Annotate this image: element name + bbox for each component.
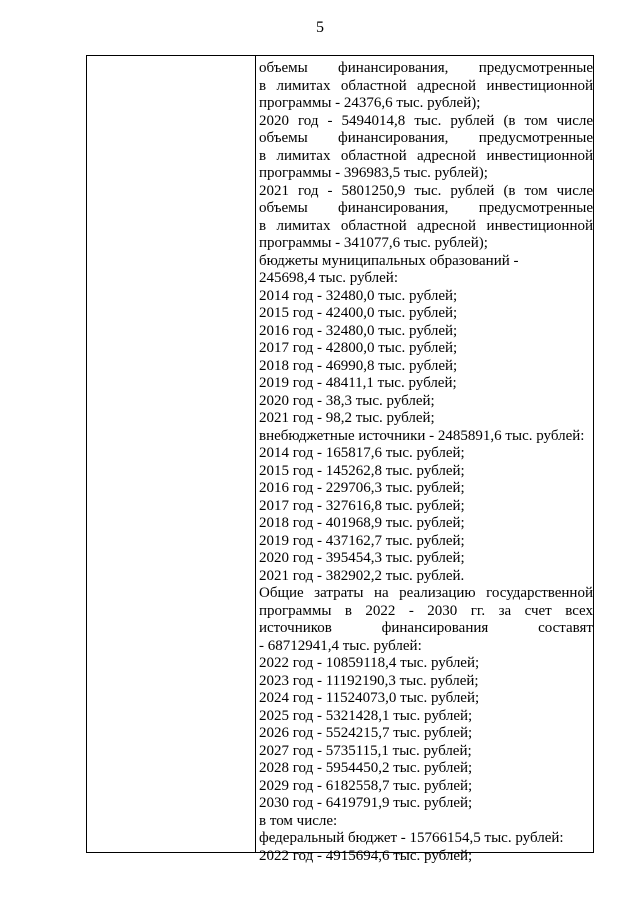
text-line: 2016 год - 32480,0 тыс. рублей;: [259, 322, 458, 339]
text-line: 2022 год - 4915694,6 тыс. рублей;: [259, 847, 473, 864]
text-line: 2018 год - 401968,9 тыс. рублей;: [259, 515, 465, 531]
text-line: 2017 год - 42800,0 тыс. рублей;: [259, 340, 458, 356]
text-line: 2027 год - 5735115,1 тыс. рублей;: [259, 742, 472, 759]
text-line: 2029 год - 6182558,7 тыс. рублей;: [259, 777, 473, 794]
text-line: 245698,4 тыс. рублей:: [259, 270, 398, 286]
text-line: 2021 год - 98,2 тыс. рублей;: [259, 410, 435, 426]
text-line: 2023 год - 11192190,3 тыс. рублей;: [259, 672, 479, 689]
text-line: 2017 год - 327616,8 тыс. рублей;: [259, 497, 465, 514]
text-line: 2025 год - 5321428,1 тыс. рублей;: [259, 707, 473, 724]
text-line: 2021 год - 382902,2 тыс. рублей.: [259, 567, 465, 584]
text-line: в лимитах областной адресной инвестиционной: [259, 147, 593, 164]
text-line: бюджеты муниципальных образований -: [259, 252, 519, 269]
text-line: 2024 год - 11524073,0 тыс. рублей;: [259, 690, 480, 706]
text-line: 2015 год - 42400,0 тыс. рублей;: [259, 305, 458, 321]
text-line: 2018 год - 46990,8 тыс. рублей;: [259, 357, 458, 374]
text-line: программы - 396983,5 тыс. рублей);: [259, 165, 488, 181]
text-line: 2026 год - 5524215,7 тыс. рублей;: [259, 725, 473, 741]
text-line: 2030 год - 6419791,9 тыс. рублей;: [259, 795, 473, 811]
text-line: программы в 2022 - 2030 гг. за счет всех: [259, 602, 593, 619]
text-line: в лимитах областной адресной инвестиционной: [259, 77, 593, 94]
text-line: Общие затраты на реализацию государственной: [259, 585, 593, 601]
table-right-cell: [259, 60, 593, 865]
text-line: объемы финансирования, предусмотренные: [259, 130, 593, 146]
text-line: источников финансирования составят: [259, 620, 593, 636]
text-line: 2020 год - 38,3 тыс. рублей;: [259, 392, 435, 409]
text-line: 2019 год - 437162,7 тыс. рублей;: [259, 532, 465, 549]
text-line: в лимитах областной адресной инвестиционной: [259, 217, 593, 234]
text-line: внебюджетные источники - 2485891,6 тыс. рублей:: [259, 427, 585, 444]
passport-table: [86, 55, 594, 864]
text-line: программы - 24376,6 тыс. рублей);: [259, 95, 481, 111]
text-line: 2020 год - 395454,3 тыс. рублей;: [259, 550, 465, 566]
text-line: в том числе:: [259, 812, 338, 829]
text-line: программы - 341077,6 тыс. рублей);: [259, 235, 488, 251]
text-line: 2019 год - 48411,1 тыс. рублей;: [259, 375, 457, 391]
text-line: 2016 год - 229706,3 тыс. рублей;: [259, 480, 465, 496]
text-line: 2014 год - 165817,6 тыс. рублей;: [259, 445, 465, 461]
text-line: 2021 год - 5801250,9 тыс. рублей (в том числе: [259, 182, 593, 199]
text-line: федеральный бюджет - 15766154,5 тыс. рублей:: [259, 830, 564, 846]
text-line: 2014 год - 32480,0 тыс. рублей;: [259, 287, 458, 304]
text-line: 2015 год - 145262,8 тыс. рублей;: [259, 462, 465, 479]
text-line: объемы финансирования, предусмотренные: [259, 200, 593, 216]
page-number: 5: [316, 19, 324, 36]
text-line: 2028 год - 5954450,2 тыс. рублей;: [259, 760, 473, 776]
text-line: объемы финансирования, предусмотренные: [259, 60, 593, 76]
table-left-cell: [87, 56, 255, 852]
text-line: - 68712941,4 тыс. рублей:: [259, 637, 422, 654]
text-line: 2022 год - 10859118,4 тыс. рублей;: [259, 655, 480, 671]
column-divider: [255, 56, 256, 852]
text-line: 2020 год - 5494014,8 тыс. рублей (в том числе: [259, 112, 593, 129]
